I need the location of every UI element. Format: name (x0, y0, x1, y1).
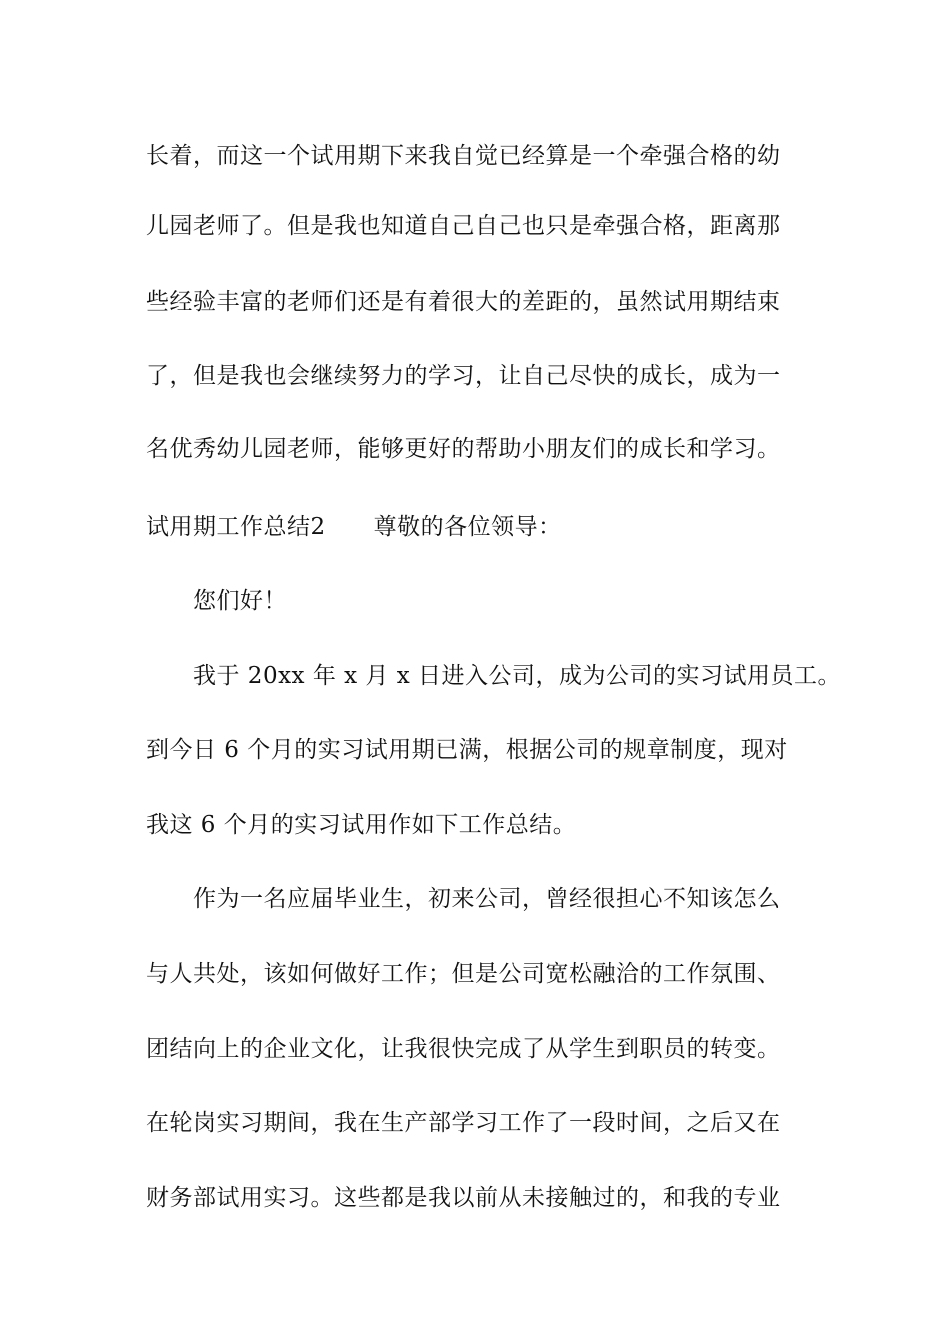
text-line: 我于 20xx 年 x 月 x 日进入公司，成为公司的实习试用员工。 (193, 663, 842, 689)
text-line: 团结向上的企业文化，让我很快完成了从学生到职员的转变。 (146, 1036, 781, 1062)
text-line: 与人共处，该如何做好工作；但是公司宽松融洽的工作氛围、 (146, 961, 781, 987)
salutation: 尊敬的各位领导： (373, 514, 562, 540)
text-line: 财务部试用实习。这些都是我以前从未接触过的，和我的专业 (146, 1185, 781, 1211)
section-title: 试用期工作总结2 (146, 514, 326, 540)
text-line: 些经验丰富的老师们还是有着很大的差距的，虽然试用期结束 (146, 289, 781, 315)
text-line: 作为一名应届毕业生，初来公司，曾经很担心不知该怎么 (193, 886, 781, 912)
text-line: 名优秀幼儿园老师，能够更好的帮助小朋友们的成长和学习。 (146, 436, 781, 462)
section-heading-line (146, 512, 562, 542)
text-line: 到今日 6 个月的实习试用期已满，根据公司的规章制度，现对 (146, 737, 788, 763)
text-line: 我这 6 个月的实习试用作如下工作总结。 (146, 812, 577, 838)
text-line: 长着，而这一个试用期下来我自觉已经算是一个牵强合格的幼 (146, 143, 781, 169)
text-line: 在轮岗实习期间，我在生产部学习工作了一段时间，之后又在 (146, 1110, 781, 1136)
text-line: 了，但是我也会继续努力的学习，让自己尽快的成长，成为一 (146, 363, 781, 389)
greeting: 您们好！ (193, 588, 287, 614)
text-line: 儿园老师了。但是我也知道自己自己也只是牵强合格，距离那 (146, 213, 781, 239)
